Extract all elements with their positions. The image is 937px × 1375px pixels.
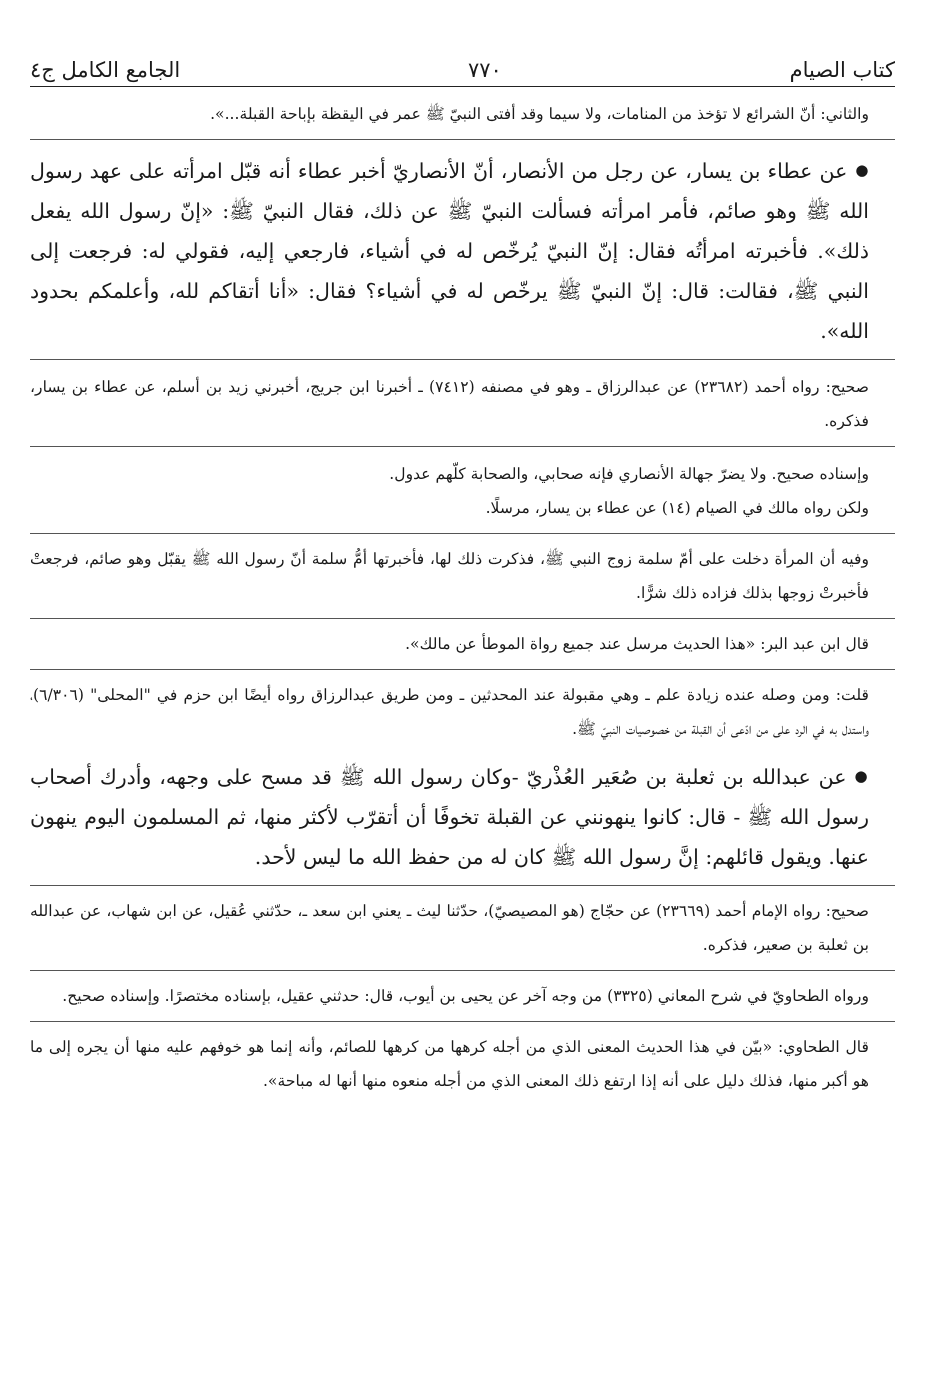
- divider: [30, 446, 895, 447]
- takhrij-5: [30, 627, 895, 661]
- divider: [30, 139, 895, 140]
- chapter-title: كتاب الصيام: [789, 58, 895, 82]
- hadith-1: [30, 150, 895, 351]
- divider: [30, 359, 895, 360]
- takhrij-text: صحيح: رواه الإمام أحمد (٢٣٦٦٩) عن حجّاج (هو المصيصيّ)، حدّثنا ليث ـ يعني ابن سعد ـ، حدّثني عُقيل، عن ابن شهاب، عن عبدالله بن ثعلبة بن صعير، فذكره.: [30, 902, 869, 954]
- takhrij-7: [30, 894, 895, 962]
- hadith-body: عن عبدالله بن ثعلبة بن صُعَير العُذْريّ -وكان رسول الله ﷺ قد مسح على وجهه، وأدرك أصحاب رسول الله ﷺ - قال: كانوا ينهونني عن القبلة تخوفًا أن أتقرّب لأكثر منها، ثم المسلمون اليوم ينهون عنها. ويقول قائلهم: إنَّ رسول الله ﷺ كان له من حفظ الله ما ليس لأحد.: [30, 765, 869, 869]
- takhrij-4: [30, 542, 895, 610]
- takhrij-text: وفيه أن المرأة دخلت على أمّ سلمة زوج النبي ﷺ، فذكرت ذلك لها، فأخبرتها أمُّ سلمة أنّ رسول الله ﷺ يقبّل وهو صائم، فرجعتْ فأخبرتْ زوجها بذلك فزاده ذلك شرًّا.: [30, 550, 869, 602]
- takhrij-8: [30, 979, 895, 1013]
- divider: [30, 1021, 895, 1022]
- bullet-icon: ●: [854, 767, 870, 785]
- takhrij-text: ولكن رواه مالك في الصيام (١٤) عن عطاء بن يسار، مرسلًا.: [485, 499, 869, 517]
- divider: [30, 618, 895, 619]
- takhrij-1: [30, 370, 895, 438]
- hadith-body: عن عطاء بن يسار، عن رجل من الأنصار، أنّ الأنصاريّ أخبر عطاء أنه قبّل امرأته على عهد رسول الله ﷺ وهو صائم، فأمر امرأته فسألت النبيّ ﷺ عن ذلك، فقال النبيّ ﷺ: «إنّ رسول الله يفعل ذلك». فأخبرته امرأتُه فقال: إنّ النبيّ يُرخّص له في أشياء، فارجعي إليه، فقولي له: فرجعت إلى النبي ﷺ، فقالت: قال: إنّ النبيّ ﷺ يرخّص له في أشياء؟ فقال: «أنا أتقاكم لله، وأعلمكم بحدود الله».: [30, 159, 869, 343]
- hadith-text: [30, 150, 895, 351]
- takhrij-2: [30, 457, 895, 491]
- takhrij-text: ورواه الطحاويّ في شرح المعاني (٣٣٢٥) من وجه آخر عن يحيى بن أيوب، قال: حدثني عقيل، بإسناده مختصرًا. وإسناده صحيح.: [62, 987, 869, 1005]
- book-title: الجامع الكامل ج٤: [30, 58, 181, 82]
- takhrij-3: [30, 491, 895, 525]
- takhrij-text: وإسناده صحيح. ولا يضرّ جهالة الأنصاري فإنه صحابي، والصحابة كلّهم عدول.: [389, 465, 869, 483]
- divider: [30, 669, 895, 670]
- note-paragraph-1: [30, 97, 895, 131]
- page-number: ٧٧٠: [468, 58, 502, 82]
- page-header: [30, 58, 895, 87]
- divider: [30, 533, 895, 534]
- hadith-text: [30, 756, 895, 877]
- divider: [30, 885, 895, 886]
- bullet-icon: ●: [855, 161, 869, 179]
- takhrij-text: قال ابن عبد البر: «هذا الحديث مرسل عند جميع رواة الموطأ عن مالك».: [405, 635, 869, 653]
- takhrij-9: [30, 1030, 895, 1098]
- hadith-2: [30, 756, 895, 877]
- note-text: والثاني: أنّ الشرائع لا تؤخذ من المنامات، ولا سيما وقد أفتى النبيّ ﷺ عمر في اليقظة بإباحة القبلة...».: [210, 105, 869, 123]
- takhrij-text: قال الطحاوي: «بيّن في هذا الحديث المعنى الذي من أجله كرهها من كرهها للصائم، وأنه إنما هو خوفهم عليه منها أن يجره إلى ما هو أكبر منها، فذلك دليل على أنه إذا ارتفع ذلك المعنى الذي من أجله منعوه منها أنها له مباحة».: [30, 1038, 869, 1090]
- takhrij-6: [30, 678, 895, 746]
- takhrij-text: صحيح: رواه أحمد (٢٣٦٨٢) عن عبدالرزاق ـ وهو في مصنفه (٧٤١٢) ـ أخبرنا ابن جريج، أخبرني زيد بن أسلم، عن عطاء بن يسار، فذكره.: [30, 378, 869, 430]
- takhrij-text: قلت: ومن وصله عنده زيادة علم ـ وهي مقبولة عند المحدثين ـ ومن طريق عبدالرزاق رواه أيضًا ابن حزم في "المحلى" (٦/٣٠٦)، واستدل به في الرد على من ادّعى أن القبلة من خصوصيات النبيّ ﷺ.: [30, 686, 869, 738]
- divider: [30, 970, 895, 971]
